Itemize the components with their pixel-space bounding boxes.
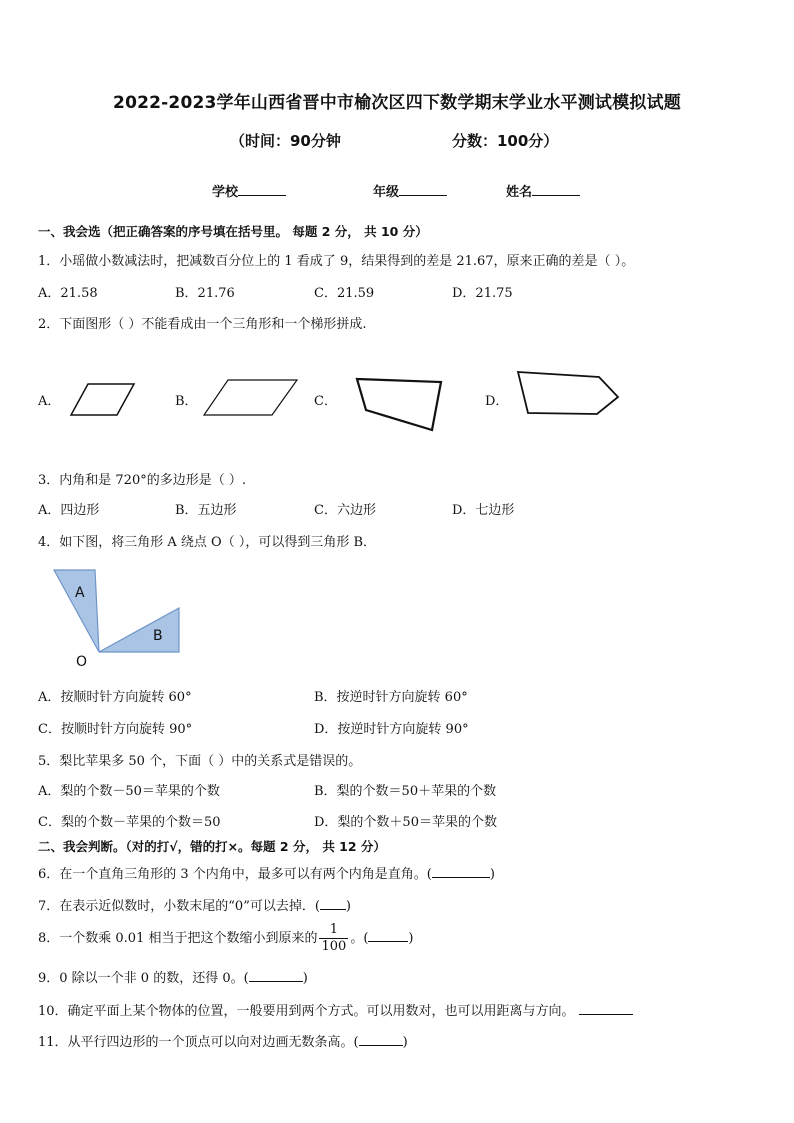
- point-o-label: O: [76, 654, 88, 670]
- q2-option-d[interactable]: D．: [485, 394, 509, 409]
- q2-option-a[interactable]: A．: [38, 394, 61, 409]
- triangle-b: [99, 608, 179, 652]
- question-11: [38, 1031, 408, 1050]
- q5-option-a[interactable]: A．梨的个数－50＝苹果的个数: [38, 784, 220, 799]
- name-label: 姓名: [506, 185, 533, 200]
- question-1: 1．小瑶做小数减法时，把减数百分位上的 1 看成了 9，结果得到的差是 21.67，原来正确的差是（ ）。: [38, 254, 635, 269]
- q11-answer-blank[interactable]: [359, 1045, 403, 1046]
- q8-text: 8．一个数乘 0.01 相当于把这个数缩小到原来的: [38, 931, 318, 946]
- q8-answer-blank[interactable]: [368, 941, 408, 942]
- q3-option-a[interactable]: A．四边形: [38, 503, 100, 518]
- question-6: [38, 863, 495, 882]
- question-2: 2．下面图形（ ）不能看成由一个三角形和一个梯形拼成.: [38, 317, 367, 332]
- q7-close: ): [345, 899, 351, 914]
- question-10: [38, 1000, 633, 1019]
- q8-after: 。(: [350, 931, 369, 946]
- grade-label: 年级: [373, 185, 400, 200]
- q2-option-b[interactable]: B．: [175, 394, 198, 409]
- q4-option-b[interactable]: B．按逆时针方向旋转 60°: [314, 690, 468, 705]
- exam-time: （时间：90分钟: [230, 132, 341, 150]
- q7-answer-blank[interactable]: [320, 909, 346, 910]
- question-5: 5．梨比苹果多 50 个，下面（ ）中的关系式是错误的。: [38, 754, 362, 769]
- q8-denominator: 100: [321, 939, 347, 954]
- q6-text: 6．在一个直角三角形的 3 个内角中，最多可以有两个内角是直角。(: [38, 867, 432, 882]
- q3-option-b[interactable]: B．五边形: [175, 503, 237, 518]
- q8-close: ): [408, 931, 414, 946]
- q1-option-d[interactable]: D．21.75: [452, 286, 513, 301]
- q11-text: 11．从平行四边形的一个顶点可以向对边画无数条高。(: [38, 1035, 359, 1050]
- question-3: 3．内角和是 720°的多边形是（ ）.: [38, 473, 246, 488]
- q5-option-c[interactable]: C．梨的个数－苹果的个数＝50: [38, 815, 221, 830]
- q3-option-d[interactable]: D．七边形: [452, 503, 515, 518]
- q10-answer-blank[interactable]: [579, 1014, 633, 1015]
- q4-option-c[interactable]: C．按顺时针方向旋转 90°: [38, 722, 193, 737]
- section-2-heading: 二、我会判断。（对的打√，错的打×。每题 2 分， 共 12 分）: [38, 839, 386, 854]
- school-label: 学校: [212, 185, 239, 200]
- q5-option-b[interactable]: B．梨的个数＝50＋苹果的个数: [314, 784, 497, 799]
- triangle-a-label: A: [75, 585, 85, 601]
- q8-numerator: 1: [319, 922, 348, 939]
- question-8: [38, 922, 413, 955]
- q4-option-d[interactable]: D．按逆时针方向旋转 90°: [314, 722, 469, 737]
- q10-text: 10．确定平面上某个物体的位置，一般要用到两个方式。可以用数对，也可以用距离与方向。: [38, 1004, 575, 1019]
- question-4: 4．如下图，将三角形 A 绕点 O（ ），可以得到三角形 B．: [38, 535, 377, 550]
- q1-option-c[interactable]: C．21.59: [314, 286, 375, 301]
- triangle-b-label: B: [153, 628, 163, 644]
- section-1-heading: 一、我会选（把正确答案的序号填在括号里。 每题 2 分， 共 10 分）: [38, 224, 428, 239]
- q6-answer-blank[interactable]: [432, 877, 490, 878]
- page-title: 2022-2023学年山西省晋中市榆次区四下数学期末学业水平测试模拟试题: [113, 93, 681, 113]
- q9-text: 9．0 除以一个非 0 的数，还得 0。(: [38, 971, 249, 986]
- q5-option-d[interactable]: D．梨的个数＋50＝苹果的个数: [314, 815, 497, 830]
- q3-option-c[interactable]: C．六边形: [314, 503, 376, 518]
- q11-close: ): [402, 1035, 408, 1050]
- q9-close: ): [302, 971, 308, 986]
- q8-fraction: [319, 922, 348, 955]
- question-7: [38, 895, 351, 914]
- q1-option-b[interactable]: B．21.76: [175, 286, 235, 301]
- q4-option-a[interactable]: A．按顺时针方向旋转 60°: [38, 690, 192, 705]
- q6-close: ): [489, 867, 495, 882]
- q1-option-a[interactable]: A．21.58: [38, 286, 98, 301]
- exam-score: 分数：100分）: [452, 132, 559, 150]
- q7-text: 7．在表示近似数时，小数末尾的“0”可以去掉．(: [38, 899, 320, 914]
- q9-answer-blank[interactable]: [249, 981, 303, 982]
- q2-option-c[interactable]: C．: [314, 394, 337, 409]
- question-9: [38, 967, 308, 986]
- triangle-a: [54, 570, 99, 652]
